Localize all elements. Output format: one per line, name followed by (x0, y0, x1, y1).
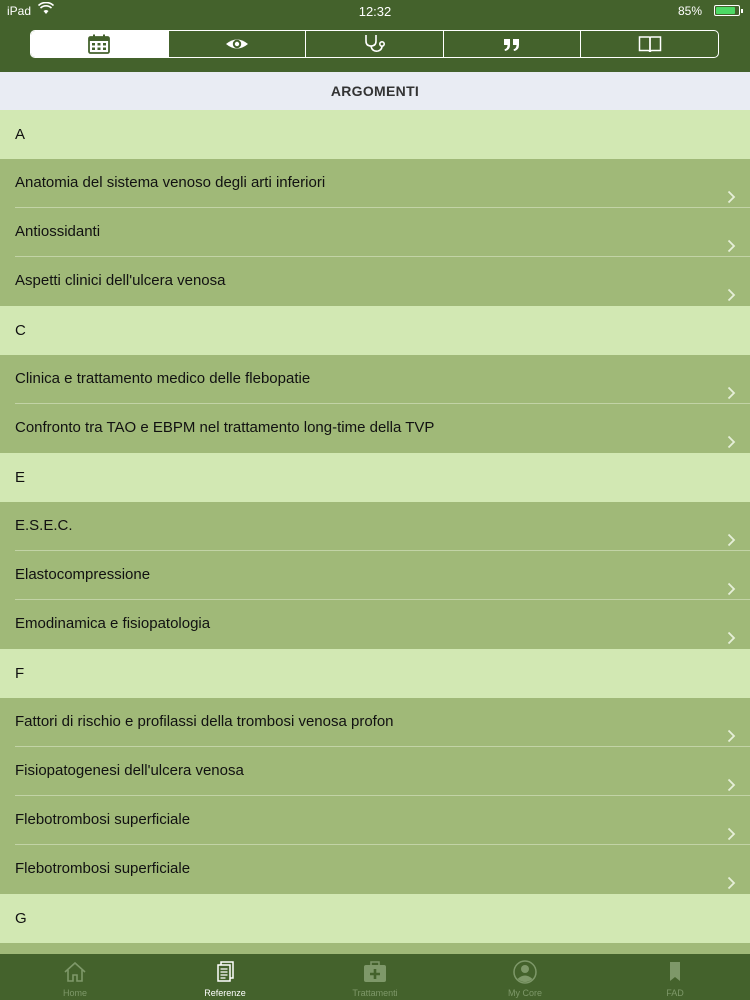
chevron-right-icon (727, 176, 736, 190)
list-item-label: Clinica e trattamento medico delle flebopatie (15, 370, 311, 387)
section-header: E (0, 453, 750, 502)
list-item-label: Fattori di rischio e profilassi della trombosi venosa profon (15, 713, 394, 730)
calendar-icon (87, 34, 111, 54)
list-item-label: Anatomia del sistema venoso degli arti inferiori (15, 174, 326, 191)
list-item-label: Antiossidanti (15, 223, 101, 240)
tab-label: My Core (507, 988, 542, 998)
tab-bar (0, 954, 750, 1000)
tab-label: Home (62, 988, 87, 998)
section-header: F (0, 649, 750, 698)
segment-quotes[interactable] (443, 31, 581, 57)
eye-icon (225, 34, 249, 54)
list-item[interactable] (0, 502, 750, 551)
home-icon (62, 960, 88, 986)
segment-clinic[interactable] (305, 31, 443, 57)
segment-library[interactable] (580, 31, 718, 57)
top-bar (0, 0, 750, 72)
bookmark-icon (662, 960, 688, 986)
list-item[interactable] (0, 208, 750, 257)
segmented-control (30, 30, 719, 58)
list-item[interactable] (0, 698, 750, 747)
tab-trattamenti[interactable] (300, 954, 450, 1000)
list-item-label: Fisiopatogenesi dell'ulcera venosa (15, 762, 244, 779)
book-icon (638, 34, 662, 54)
list-item[interactable] (0, 159, 750, 208)
battery-icon (714, 5, 740, 16)
tab-label: FAD (666, 988, 684, 998)
section-header: G (0, 894, 750, 943)
tab-label: Referenze (204, 988, 246, 998)
list-item[interactable] (0, 747, 750, 796)
tab-my-core[interactable] (450, 954, 600, 1000)
tab-label: Trattamenti (352, 988, 398, 998)
list-item[interactable] (0, 257, 750, 306)
tab-home[interactable] (0, 954, 150, 1000)
carrier-label: iPad (7, 4, 32, 18)
list-item[interactable] (0, 600, 750, 649)
battery-percentage: 85% (677, 4, 702, 18)
chevron-right-icon (727, 519, 736, 533)
list-item-label: Confronto tra TAO e EBPM nel trattamento long-time della TVP (15, 419, 435, 436)
page-title: ARGOMENTI (0, 72, 750, 110)
chevron-right-icon (727, 617, 736, 631)
chevron-right-icon (727, 862, 736, 876)
user-icon (512, 960, 538, 986)
medical-kit-icon (362, 960, 388, 986)
chevron-right-icon (727, 715, 736, 729)
list-item-label: E.S.E.C. (15, 517, 73, 534)
status-bar (0, 0, 750, 22)
list-item[interactable] (0, 845, 750, 894)
list-item-label: Elastocompressione (15, 566, 151, 583)
segment-calendar[interactable] (31, 31, 168, 57)
chevron-right-icon (727, 568, 736, 582)
list-item[interactable] (0, 404, 750, 453)
list-item[interactable] (0, 551, 750, 600)
chevron-right-icon (727, 813, 736, 827)
chevron-right-icon (727, 421, 736, 435)
chevron-right-icon (727, 372, 736, 386)
chevron-right-icon (727, 225, 736, 239)
stethoscope-icon (362, 34, 386, 54)
section-header: C (0, 306, 750, 355)
section-header: A (0, 110, 750, 159)
segment-view[interactable] (168, 31, 306, 57)
tab-referenze[interactable] (150, 954, 300, 1000)
list-item-label: Aspetti clinici dell'ulcera venosa (15, 272, 226, 289)
list-item-label: Flebotrombosi superficiale (15, 860, 191, 877)
quote-icon (500, 34, 524, 54)
tab-fad[interactable] (600, 954, 750, 1000)
topics-list[interactable] (0, 110, 750, 954)
clock: 12:32 (358, 4, 392, 19)
list-item[interactable] (0, 796, 750, 845)
chevron-right-icon (727, 764, 736, 778)
chevron-right-icon (727, 274, 736, 288)
references-icon (212, 960, 238, 986)
list-item-label: Flebotrombosi superficiale (15, 811, 191, 828)
list-item-label: Emodinamica e fisiopatologia (15, 615, 211, 632)
list-item[interactable] (0, 355, 750, 404)
